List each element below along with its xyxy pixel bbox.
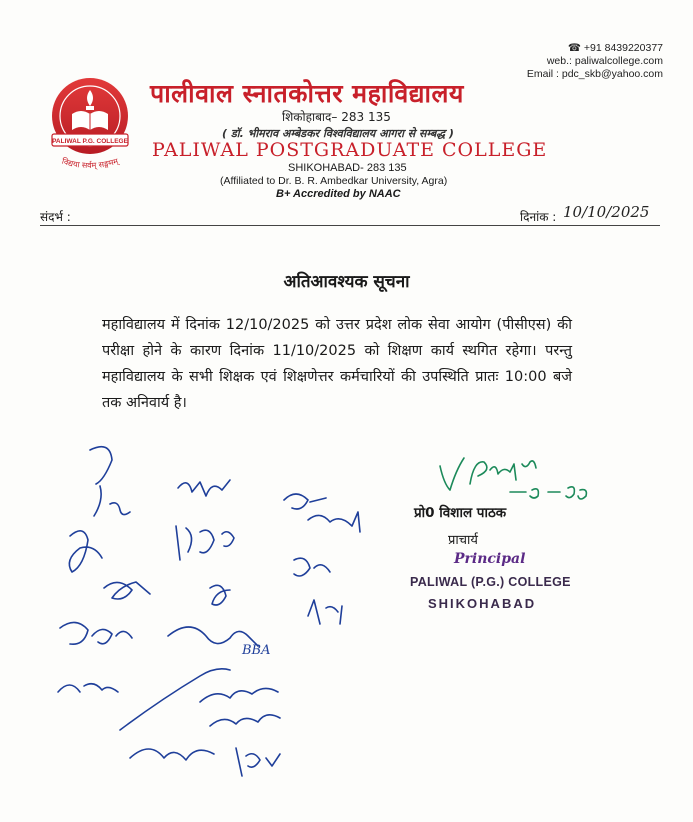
college-city-english: SHIKOHABAD- 283 135 <box>288 162 407 174</box>
approval-signature <box>440 458 586 499</box>
college-city-hindi: शिकोहाबाद– 283 135 <box>282 110 391 124</box>
notice-heading: अतिआवश्यक सूचना <box>283 272 410 292</box>
college-name-english: PALIWAL POSTGRADUATE COLLEGE <box>152 139 548 161</box>
notice-body: महाविद्यालय में दिनांक 12/10/2025 को उत्तर प्रदेश लोक सेवा आयोग (पीसीएस) की परीक्षा होने के कारण दिनांक 11/10/2025 को शिक्षण कार्य स्थगित रहेगा। परन्तु महाविद्यालय के सभी शिक्षक एवं शिक्षणेत्तर कर्मचारियों की उपस्थिति प्रातः 10:00 बजे तक अनिवार्य है। <box>102 317 572 411</box>
affiliation-hindi: ( डॉ. भीमराव अम्बेडकर विश्वविद्यालय आगरा से सम्बद्ध ) <box>222 127 454 140</box>
stamp-city: SHIKOHABAD <box>428 596 537 611</box>
svg-text:विद्यया सर्वम् सङ्गमम्: विद्यया सर्वम् सङ्गमम् <box>60 156 120 171</box>
contact-block <box>527 42 663 81</box>
date-label: दिनांक : <box>520 210 557 224</box>
website: web.: paliwalcollege.com <box>546 55 663 67</box>
stamp-principal: Principal <box>454 551 526 567</box>
phone-number: ☎ +91 8439220377 <box>567 42 663 54</box>
svg-text:BBA: BBA <box>242 643 271 658</box>
reference-label: संदर्भ : <box>40 210 71 224</box>
affiliation-english: (Affiliated to Dr. B. R. Ambedkar University, Agra) <box>220 175 448 187</box>
naac-accreditation: B+ Accredited by NAAC <box>276 188 401 200</box>
header-divider <box>40 225 660 226</box>
date-value: 10/10/2025 <box>563 203 650 221</box>
svg-text:PALIWAL P.G. COLLEGE: PALIWAL P.G. COLLEGE <box>52 138 128 145</box>
signatory-name: प्रो0 विशाल पाठक <box>414 505 507 521</box>
signatory-title: प्राचार्य <box>448 533 478 548</box>
stamp-college: PALIWAL (P.G.) COLLEGE <box>410 575 571 589</box>
staff-signatures <box>40 440 690 820</box>
college-name-hindi: पालीवाल स्नातकोत्तर महाविद्यालय <box>150 79 464 108</box>
college-emblem-icon <box>38 72 142 182</box>
email: Email : pdc_skb@yahoo.com <box>526 68 663 80</box>
